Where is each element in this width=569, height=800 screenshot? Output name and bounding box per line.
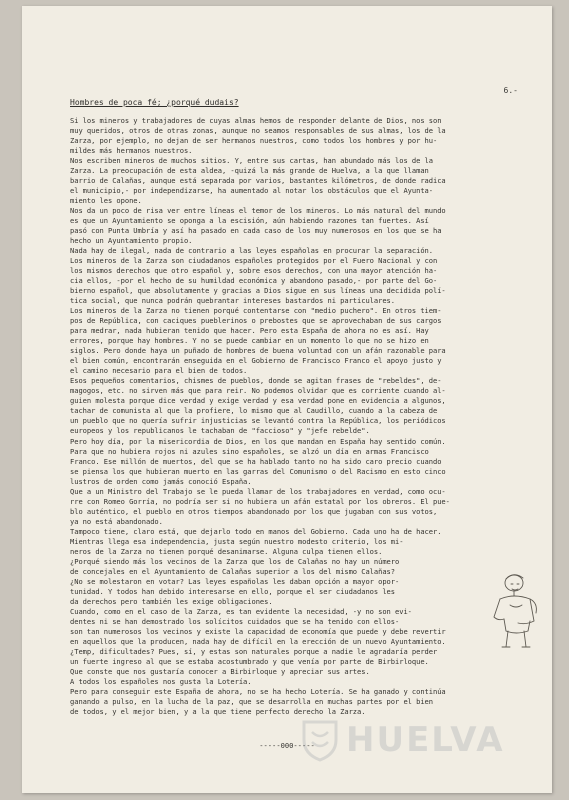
miner-sketch-icon (486, 569, 548, 651)
text-line: Que a un Ministro del Trabajo se le pueda llamar de los trabajadores en verdad, como ocu- (70, 486, 446, 496)
text-line: un pueblo que no quería sufrir injusticias se levantó contra la República, los periódicos (70, 416, 446, 426)
text-line: Si los mineros y trabajadores de cuyas almas hemos de responder delante de Dios, nos son (70, 116, 442, 125)
text-line: Mientras llega esa independencia, justa según nuestro modesto criterio, los mi- (70, 536, 404, 546)
text-line: siglos. Pero donde haya un puñado de hombres de buena voluntad con un afán razonable para (70, 346, 446, 356)
text-line: el municipio,- por independizarse, ha aumentado al notar los obstáculos que el Ayunta- (70, 186, 433, 196)
text-line: da derechos pero también les exige obligaciones. (70, 596, 273, 606)
text-line: dentes ni se han demostrado los solícitos cuidados que se ha tenido con ellos- (70, 616, 400, 626)
text-line: en aquellos que la producen, nada hay de difícil en la erección de un nuevo Ayuntamiento. (70, 636, 446, 646)
text-line: hecho un Ayuntamiento propio. (70, 236, 193, 246)
text-line: ¿No se molestaron en votar? Las leyes españolas les daban opción a mayor opor- (70, 576, 400, 586)
text-line: se piensa los que hubieran muerto en las garras del Comunismo o del Racismo en esto cinco (70, 466, 446, 476)
text-line: Para que no hubiera rojos ni azules sino españoles, se alzó un día en armas Francisco (70, 446, 429, 456)
text-line: rre con Romeo Gorría, no podría ser si no hubiera un afán estatal por los obreros. El pue- (70, 496, 450, 506)
text-line: el camino necesario para el bien de todos. (70, 366, 248, 376)
text-line: un fuerte ingreso al que se estaba acostumbrado y que venía por parte de Birbirloque. (70, 656, 429, 666)
shield-logo-icon (300, 718, 340, 762)
text-line: es que un Ayuntamiento se oponga a la escisión, aún habiendo razones tan fuertes. Así (70, 216, 429, 226)
text-line: A todos los españoles nos gusta la Lotería. (70, 676, 252, 686)
text-line: pasó con Punta Umbría y así ha pasado en cada caso de los muy numerosos en los que se ha (70, 226, 442, 236)
text-line: los mismos derechos que otro español y, sobre esos derechos, con una mayor atención ha- (70, 266, 438, 276)
text-line: bierno español, que absolutamente y gracias a Dios sigue en sus líneas una decidida polí- (70, 286, 446, 296)
text-line: Nos escriben mineros de muchos sitios. Y, entre sus cartas, han abundado más los de la (70, 156, 433, 166)
text-line: guien molesta porque dice verdad y exige verdad y esa verdad pone en evidencia a algunos, (70, 396, 446, 406)
text-line: ¿Porqué siendo más los vecinos de la Zarza que los de Calañas no hay un número (70, 556, 400, 566)
text-line: Nos da un poco de risa ver entre líneas el temor de los mineros. Lo más natural del mundo (70, 206, 446, 216)
text-line: Franco. Ese millón de muertos, del que se ha hablado tanto no ha sido caro precio cuando (70, 456, 442, 466)
text-line: muy queridos, otros de otras zonas, aunque no seamos responsables de sus almas, los de la (70, 126, 446, 136)
text-line: Pero hoy día, por la misericordia de Dios, en los que mandan en España hay sentido común. (70, 436, 446, 446)
text-line: Pero para conseguir este España de ahora, no se ha hecho Lotería. Se ha ganado y continúa (70, 686, 446, 696)
text-line: barrio de Calañas, aunque está separada por varios, bastantes kilómetros, de donde radica (70, 176, 446, 186)
text-line: Que conste que nos gustaría conocer a Birbirloque y apreciar sus artes. (70, 666, 370, 676)
text-line: miento les opone. (70, 196, 142, 206)
text-line: tachar de comunista al que la profiere, lo mismo que al Caudillo, cuando a la cabeza de (70, 406, 438, 416)
text-line: Los mineros de la Zarza no tienen porqué contentarse con "medio puchero". En otros tiem- (70, 306, 442, 316)
text-line: Tampoco tiene, claro está, que dejarlo todo en manos del Gobierno. Cada uno ha de hacer. (70, 526, 442, 536)
text-line: europeos y los republicanos le tachaban de "faccioso" y "jefe rebelde". (70, 426, 370, 436)
text-line: son tan numerosos los vecinos y existe la capacidad de economía que puede y debe revertir (70, 626, 446, 636)
text-line: neros de la Zarza no tienen porqué desanimarse. Alguna culpa tienen ellos. (70, 546, 383, 556)
document-page (22, 6, 552, 793)
text-line: Cuando, como en el caso de la Zarza, es tan evidente la necesidad, -y no son evi- (70, 606, 412, 616)
page-number: 6.- (503, 86, 518, 95)
article-body (70, 116, 550, 717)
text-line: lustros de orden como jamás conoció España. (70, 476, 252, 486)
text-line: errores, porque hay hombres. Y no se puede cambiar en un momento lo que no se hizo en (70, 336, 429, 346)
text-line: tunidad. Y todos han debido interesarse en ello, porque el ser ciudadanos les (70, 586, 396, 596)
text-line: Nada hay de ilegal, nada de contrario a las leyes españolas en procurar la separación. (70, 246, 433, 256)
text-line: mildes más hermanos nuestros. (70, 146, 193, 156)
text-line: pos de República, con caciques pueblerinos o prebostes que se aprovechaban de sus cargos (70, 316, 442, 326)
text-line: tica social, que nunca podrán quebrantar intereses bastardos ni particulares. (70, 296, 396, 306)
text-line: Zarza. La preocupación de esta aldea, -quizá la más grande de Huelva, a la que llaman (70, 166, 429, 176)
text-line: el bien común, encontrarán enseguida en el Gobierno de Francisco Franco el apoyo justo y (70, 356, 442, 366)
article-title: Hombres de poca fé; ¿porqué dudais? (70, 98, 239, 107)
text-line: de todos, y el mejor bien, y a la que tiene perfecto derecho la Zarza. (70, 706, 366, 716)
text-line: blo auténtico, el pueblo en otros tiempos abandonado por los que jugaban con sus votos, (70, 506, 438, 516)
text-line: ya no está abandonado. (70, 516, 163, 526)
text-line: Los mineros de la Zarza son ciudadanos españoles protegidos por el Fuero Nacional y con (70, 256, 438, 266)
text-line: para medrar, nada hubieran tenido que hacer. Pero esta España de ahora no es así. Hay (70, 326, 429, 336)
text-line: magogos, etc. no sirven más que para reir. No podemos olvidar que es corriente cuando al- (70, 386, 446, 396)
text-line: Zarza, por ejemplo, no dejan de ser hermanos nuestros, como todos los hombres y por hu- (70, 136, 438, 146)
text-line: cia ellos, -por el hecho de su humildad económica y abandono pasado,- por parte del Go- (70, 276, 438, 286)
text-line: Esos pequeños comentarios, chismes de pueblos, donde se agitan frases de "rebeldes", de- (70, 376, 442, 386)
text-line: de concejales en el Ayuntamiento de Calañas superior a los del mismo Calañas? (70, 566, 396, 576)
closing-ornament: -----000----- (259, 741, 315, 750)
text-line: ¿Temp, dificultades? Pues, sí, y estas son naturales porque a nadie le agradaría perder (70, 646, 438, 656)
watermark (300, 718, 505, 762)
text-line: ganando a pulso, en la lucha de la paz, que se desarrolla en muchas partes por el bien (70, 696, 433, 706)
watermark-text: HUELVA (346, 720, 505, 760)
